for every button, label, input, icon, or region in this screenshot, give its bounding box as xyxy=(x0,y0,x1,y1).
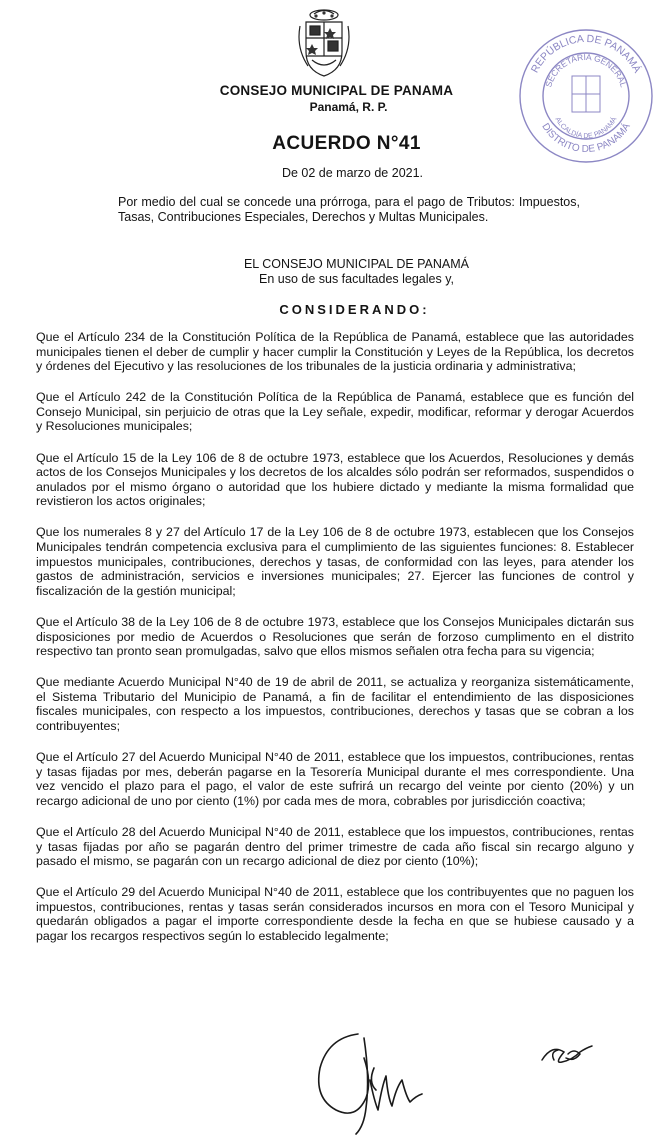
seal-text-inner: ALCALDÍA DE PANAMÁ xyxy=(553,116,619,140)
organization-name: CONSEJO MUNICIPAL DE PANAMA xyxy=(219,83,454,98)
signature xyxy=(312,1028,430,1136)
council-powers: En uso de sus facultades legales y, xyxy=(258,272,455,286)
seal-text-middle: SECRETARÍA GENERAL xyxy=(543,51,629,89)
seal-text-bottom: DISTRITO DE PANAMÁ xyxy=(539,121,633,156)
coat-of-arms-icon xyxy=(296,8,352,80)
considerando-body xyxy=(36,330,634,960)
paragraph: Que el Artículo 234 de la Constitución Política de la República de Panamá, establece que las autoridades municipales tienen el deber de cumplir y hacer cumplir la Constitución y Leyes de la República, los decretos y órdenes del Ejecutivo y las resoluciones de los tribunales de la justicia ordinaria y administrativa; xyxy=(36,330,634,374)
paragraph: Que el Artículo 15 de la Ley 106 de 8 de octubre 1973, establece que los Acuerdos, Resoluciones y demás actos de los Consejos Municipales y los decretos de los alcaldes sólo podrán ser reformados, suspendidos o anulados por el mismo órgano o autoridad que los hubiere dictado y mediante la misma formalidad que revistieron los actos originales; xyxy=(36,450,634,509)
paragraph: Que el Artículo 38 de la Ley 106 de 8 de octubre 1973, establece que los Consejos Municipales dictarán sus disposiciones por medio de Acuerdos o Resoluciones que serán de forzoso cumplimento en el distrito respectivo tan pronto sean promulgadas, salvo que ellos mismos señalen otra fecha para su vigencia; xyxy=(36,614,634,659)
initials xyxy=(538,1040,596,1068)
paragraph: Que el Artículo 29 del Acuerdo Municipal N°40 de 2011, establece que los contribuyentes que no paguen los impuestos, contribuciones, rentas y tasas serán considerados incursos en mora con el Tesoro Municipal y quedarán obligados a pagar el importe correspondiente desde la fecha en que se hubiese causado y a pagar los recargos respectivos según lo establecido legalmente; xyxy=(36,885,634,943)
paragraph: Que el Artículo 242 de la Constitución Política de la República de Panamá, establece que es función del Consejo Municipal, sin perjuicio de otras que la Ley señale, expedir, modificar, reformar y derogar Acuerdos y Resoluciones municipales; xyxy=(36,390,634,434)
purpose-statement: Por medio del cual se concede una prórroga, para el pago de Tributos: Impuestos, Tasas, Contribuciones Especiales, Derechos y Multas Municipales. xyxy=(118,195,580,224)
paragraph: Que el Artículo 28 del Acuerdo Municipal N°40 de 2011, establece que los impuestos, contribuciones, rentas y tasas fijadas por año se pagarán dentro del primer trimestre de cada año fiscal sin recargo alguno y pasado el mismo, se pagarán con un recargo adicional de diez por ciento (10%); xyxy=(36,824,634,869)
considerando-heading: CONSIDERANDO: xyxy=(279,302,430,317)
seal-text-top: REPÚBLICA DE PANAMÁ xyxy=(528,32,644,75)
council-block xyxy=(0,257,669,287)
paragraph: Que mediante Acuerdo Municipal N°40 de 19 de abril de 2011, se actualiza y reorganiza sistemáticamente, el Sistema Tributario del Municipio de Panamá, a fin de facilitar el entendimiento de las disposiciones fiscales municipales, con respecto a los impuestos, contribuciones, derechos y tasas que se cobran a los contribuyentes; xyxy=(36,675,634,733)
paragraph: Que los numerales 8 y 27 del Artículo 17 de la Ley 106 de 8 de octubre 1973, establecen que los Consejos Municipales tendrán competencia exclusiva para el cumplimiento de las siguientes funciones: 8. Establecer impuestos municipales, contribuciones, derechos y tasas, de conformidad con las leyes, para atender los gastos de administración, servicios e inversiones municipales; 27. Ejercer las funciones de control y fiscalización de la gestión municipal; xyxy=(36,525,634,598)
paragraph: Que el Artículo 27 del Acuerdo Municipal N°40 de 2011, establece que los impuestos, contribuciones, rentas y tasas fijadas por mes, deberán pagarse en la Tesorería Municipal durante el mes correspondiente. Una vez vencido el plazo para el pago, el valor de este sufrirá un recargo del veinte por ciento (20%) y un recargo adicional de uno por ciento (1%) por cada mes de mora, cobrables por jurisdicción coactiva; xyxy=(36,750,634,808)
council-name: EL CONSEJO MUNICIPAL DE PANAMÁ xyxy=(243,257,470,271)
document-date: De 02 de marzo de 2021. xyxy=(281,166,424,180)
document-title: ACUERDO N°41 xyxy=(272,133,421,154)
city-line: Panamá, R. P. xyxy=(309,100,388,114)
